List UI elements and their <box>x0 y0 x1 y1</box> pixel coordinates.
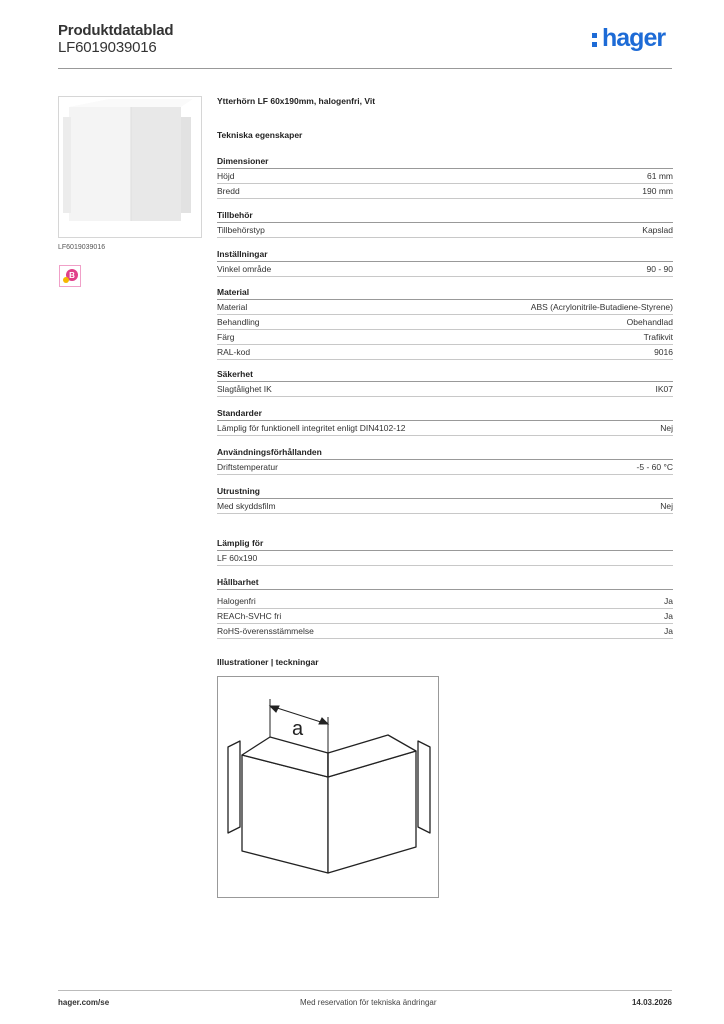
logo-text: hager <box>602 24 666 52</box>
section-illustrationer <box>217 656 673 669</box>
section-installningar <box>217 248 673 277</box>
tech-properties-heading: Tekniska egenskaper <box>217 130 303 140</box>
logo-dot-lower <box>592 42 597 47</box>
dimension-label: a <box>292 718 304 740</box>
section-title: Säkerhet <box>217 368 673 382</box>
corner-drawing-icon <box>218 677 438 897</box>
spec-row <box>217 551 673 566</box>
section-sakerhet <box>217 368 673 397</box>
section-title: Utrustning <box>217 485 673 499</box>
section-lamplig <box>217 537 673 566</box>
spec-value: Trafikvit <box>643 332 673 342</box>
spec-label: Slagtålighet IK <box>217 384 272 394</box>
section-title: Lämplig för <box>217 537 673 551</box>
spec-value: 61 mm <box>647 171 673 181</box>
product-name: Ytterhörn LF 60x190mm, halogenfri, Vit <box>217 96 376 106</box>
illustrations-title: Illustrationer | teckningar <box>217 657 319 667</box>
spec-value: ABS (Acrylonitrile-Butadiene-Styrene) <box>530 302 673 312</box>
logo-dot-upper <box>592 33 597 38</box>
spec-row <box>217 262 673 277</box>
spec-label: Tillbehörstyp <box>217 225 265 235</box>
spec-value: 190 mm <box>642 186 673 196</box>
spec-value: -5 - 60 °C <box>636 462 673 472</box>
spec-value: IK07 <box>655 384 673 394</box>
spec-label: Driftstemperatur <box>217 462 278 472</box>
spec-value: 90 - 90 <box>646 264 673 274</box>
footer-disclaimer: Med reservation för tekniska ändringar <box>300 998 437 1007</box>
section-title: Inställningar <box>217 248 673 262</box>
spec-label: LF 60x190 <box>217 553 258 563</box>
section-title: Standarder <box>217 407 673 421</box>
section-utrustning <box>217 485 673 514</box>
spec-label: Material <box>217 302 248 312</box>
spec-label: REACh-SVHC fri <box>217 611 282 621</box>
halogen-free-badge <box>59 265 81 287</box>
spec-value: Nej <box>660 501 673 511</box>
spec-row <box>217 460 673 475</box>
spec-value: Ja <box>664 626 673 636</box>
technical-drawing <box>217 676 439 898</box>
spec-label: Vinkel område <box>217 264 272 274</box>
spec-label: Halogenfri <box>217 596 256 606</box>
spec-row <box>217 330 673 345</box>
spec-label: RoHS-överensstämmelse <box>217 626 314 636</box>
product-image <box>58 96 202 238</box>
section-title: Hållbarhet <box>217 576 673 590</box>
product-code-heading: LF6019039016 <box>58 39 157 56</box>
spec-value: 9016 <box>654 347 673 357</box>
section-tillbehor <box>217 209 673 238</box>
section-material <box>217 286 673 360</box>
section-standarder <box>217 407 673 436</box>
spec-label: Med skyddsfilm <box>217 501 276 511</box>
spec-row <box>217 624 673 639</box>
footer-divider <box>58 990 672 991</box>
section-hallbarhet <box>217 576 673 639</box>
section-title: Användningsförhållanden <box>217 446 673 460</box>
product-photo-icon <box>59 97 201 237</box>
section-title: Dimensioner <box>217 155 673 169</box>
image-caption: LF6019039016 <box>58 244 106 251</box>
section-title: Tillbehör <box>217 209 673 223</box>
spec-label: RAL-kod <box>217 347 251 357</box>
spec-value: Nej <box>660 423 673 433</box>
spec-label: Färg <box>217 332 235 342</box>
spec-row <box>217 300 673 315</box>
spec-row <box>217 315 673 330</box>
spec-row <box>217 499 673 514</box>
spec-label: Bredd <box>217 186 240 196</box>
spec-value: Ja <box>664 611 673 621</box>
hager-logo <box>590 24 674 58</box>
spec-row <box>217 594 673 609</box>
section-dimensioner <box>217 155 673 199</box>
spec-label: Höjd <box>217 171 235 181</box>
spec-row <box>217 223 673 238</box>
svg-text:B: B <box>69 271 75 280</box>
spec-label: Behandling <box>217 317 260 327</box>
page-title: Produktdatablad <box>58 22 174 39</box>
spec-value: Obehandlad <box>626 317 673 327</box>
halogen-free-icon <box>60 266 80 286</box>
spec-row <box>217 345 673 360</box>
spec-row <box>217 382 673 397</box>
spec-row <box>217 609 673 624</box>
spec-value: Ja <box>664 596 673 606</box>
footer-website-link[interactable]: hager.com/se <box>58 998 110 1007</box>
section-title: Material <box>217 286 673 300</box>
spec-row <box>217 169 673 184</box>
spec-row <box>217 421 673 436</box>
spec-value: Kapslad <box>642 225 673 235</box>
section-anvandning <box>217 446 673 475</box>
header-divider <box>58 68 672 69</box>
spec-row <box>217 184 673 199</box>
footer-date: 14.03.2026 <box>631 998 672 1007</box>
spec-label: Lämplig för funktionell integritet enligt DIN4102-12 <box>217 423 406 433</box>
